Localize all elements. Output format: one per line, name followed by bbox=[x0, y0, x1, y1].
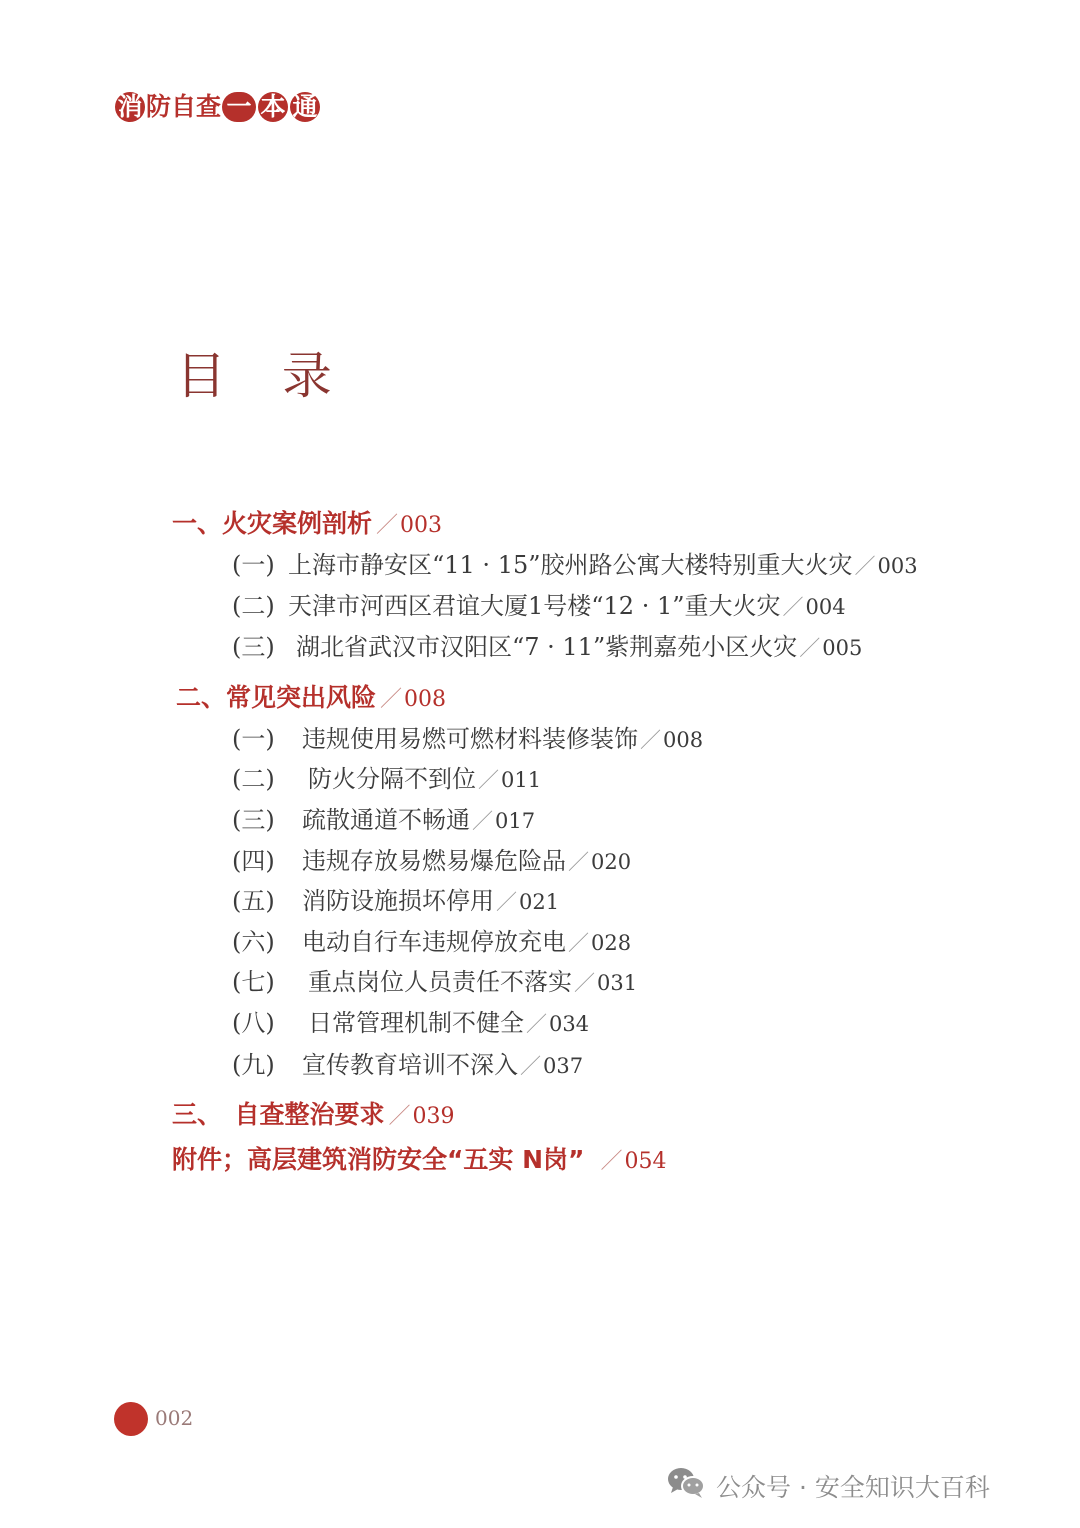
item-text: 疏散通道不畅通 bbox=[302, 806, 470, 834]
toc-item[interactable] bbox=[232, 1045, 583, 1080]
item-page: ／003 bbox=[854, 554, 918, 578]
item-text: 湖北省武汉市汉阳区“7 · 11”紫荆嘉苑小区火灾 bbox=[296, 633, 798, 661]
section-page: ／054 bbox=[600, 1149, 667, 1174]
book-title-char: 查 bbox=[196, 92, 222, 121]
item-page: ／008 bbox=[640, 728, 704, 752]
section-page: ／008 bbox=[380, 687, 447, 712]
item-number: (二) bbox=[232, 765, 275, 793]
book-title bbox=[114, 90, 321, 124]
item-number: (三) bbox=[232, 806, 275, 834]
item-number: (六) bbox=[232, 928, 275, 956]
item-text: 违规存放易燃易爆危险品 bbox=[302, 847, 566, 875]
section-heading: 三、 自查整治要求 bbox=[172, 1100, 385, 1129]
item-page: ／011 bbox=[478, 768, 542, 792]
book-title-char: 一 bbox=[222, 92, 256, 122]
item-number: (四) bbox=[232, 847, 275, 875]
item-number: (九) bbox=[232, 1051, 275, 1079]
toc-section[interactable] bbox=[172, 504, 442, 540]
book-title-char: 本 bbox=[258, 92, 288, 122]
item-page: ／017 bbox=[472, 809, 536, 833]
item-text: 日常管理机制不健全 bbox=[308, 1009, 524, 1037]
section-heading: 二、常见突出风险 bbox=[176, 683, 377, 712]
toc-section[interactable] bbox=[172, 1140, 667, 1176]
toc-section[interactable] bbox=[172, 1095, 455, 1131]
item-text: 天津市河西区君谊大厦1号楼“12 · 1”重大火灾 bbox=[288, 592, 781, 620]
item-page: ／034 bbox=[526, 1012, 590, 1036]
toc-title: 目 录 bbox=[176, 347, 352, 405]
toc-section[interactable] bbox=[176, 678, 446, 714]
toc-item[interactable] bbox=[232, 922, 631, 957]
toc-item[interactable] bbox=[232, 962, 637, 997]
item-page: ／004 bbox=[782, 595, 846, 619]
item-number: (七) bbox=[232, 968, 275, 996]
toc-item[interactable] bbox=[232, 759, 541, 794]
toc-item[interactable] bbox=[232, 627, 862, 662]
watermark bbox=[666, 1466, 990, 1506]
book-title-char: 防 bbox=[146, 92, 172, 121]
toc-item[interactable] bbox=[232, 719, 703, 754]
book-title-char: 消 bbox=[115, 92, 145, 122]
item-page: ／028 bbox=[568, 931, 632, 955]
toc-item[interactable] bbox=[232, 1003, 589, 1038]
item-text: 防火分隔不到位 bbox=[308, 765, 476, 793]
watermark-text: 公众号 · 安全知识大百科 bbox=[716, 1473, 990, 1502]
section-page: ／003 bbox=[376, 513, 443, 538]
item-text: 重点岗位人员责任不落实 bbox=[308, 968, 572, 996]
item-page: ／021 bbox=[496, 890, 560, 914]
page-number: 002 bbox=[155, 1406, 194, 1430]
item-text: 违规使用易燃可燃材料装修装饰 bbox=[302, 725, 638, 753]
item-text: 电动自行车违规停放充电 bbox=[302, 928, 566, 956]
item-text: 消防设施损坏停用 bbox=[302, 887, 494, 915]
book-title-char: 自 bbox=[171, 92, 197, 121]
item-number: (三) bbox=[232, 633, 275, 661]
section-heading: 一、火灾案例剖析 bbox=[172, 509, 373, 538]
page-number-dot bbox=[114, 1402, 148, 1436]
item-number: (五) bbox=[232, 887, 275, 915]
item-number: (二) bbox=[232, 592, 275, 620]
item-text: 宣传教育培训不深入 bbox=[302, 1051, 518, 1079]
item-number: (一) bbox=[232, 725, 275, 753]
toc-item[interactable] bbox=[232, 800, 535, 835]
item-text: 上海市静安区“11 · 15”胶州路公寓大楼特别重大火灾 bbox=[288, 551, 853, 579]
item-page: ／020 bbox=[568, 850, 632, 874]
section-heading: 附件；高层建筑消防安全“五实 N岗” bbox=[172, 1145, 585, 1174]
item-page: ／037 bbox=[520, 1054, 584, 1078]
toc-item[interactable] bbox=[232, 545, 918, 580]
item-number: (八) bbox=[232, 1009, 275, 1037]
item-page: ／005 bbox=[799, 636, 863, 660]
section-page: ／039 bbox=[388, 1104, 455, 1129]
toc-item[interactable] bbox=[232, 881, 559, 916]
book-title-char: 通 bbox=[290, 92, 320, 122]
item-number: (一) bbox=[232, 551, 275, 579]
toc-item[interactable] bbox=[232, 586, 846, 621]
wechat-icon bbox=[666, 1465, 716, 1507]
item-page: ／031 bbox=[574, 971, 638, 995]
toc-item[interactable] bbox=[232, 841, 631, 876]
